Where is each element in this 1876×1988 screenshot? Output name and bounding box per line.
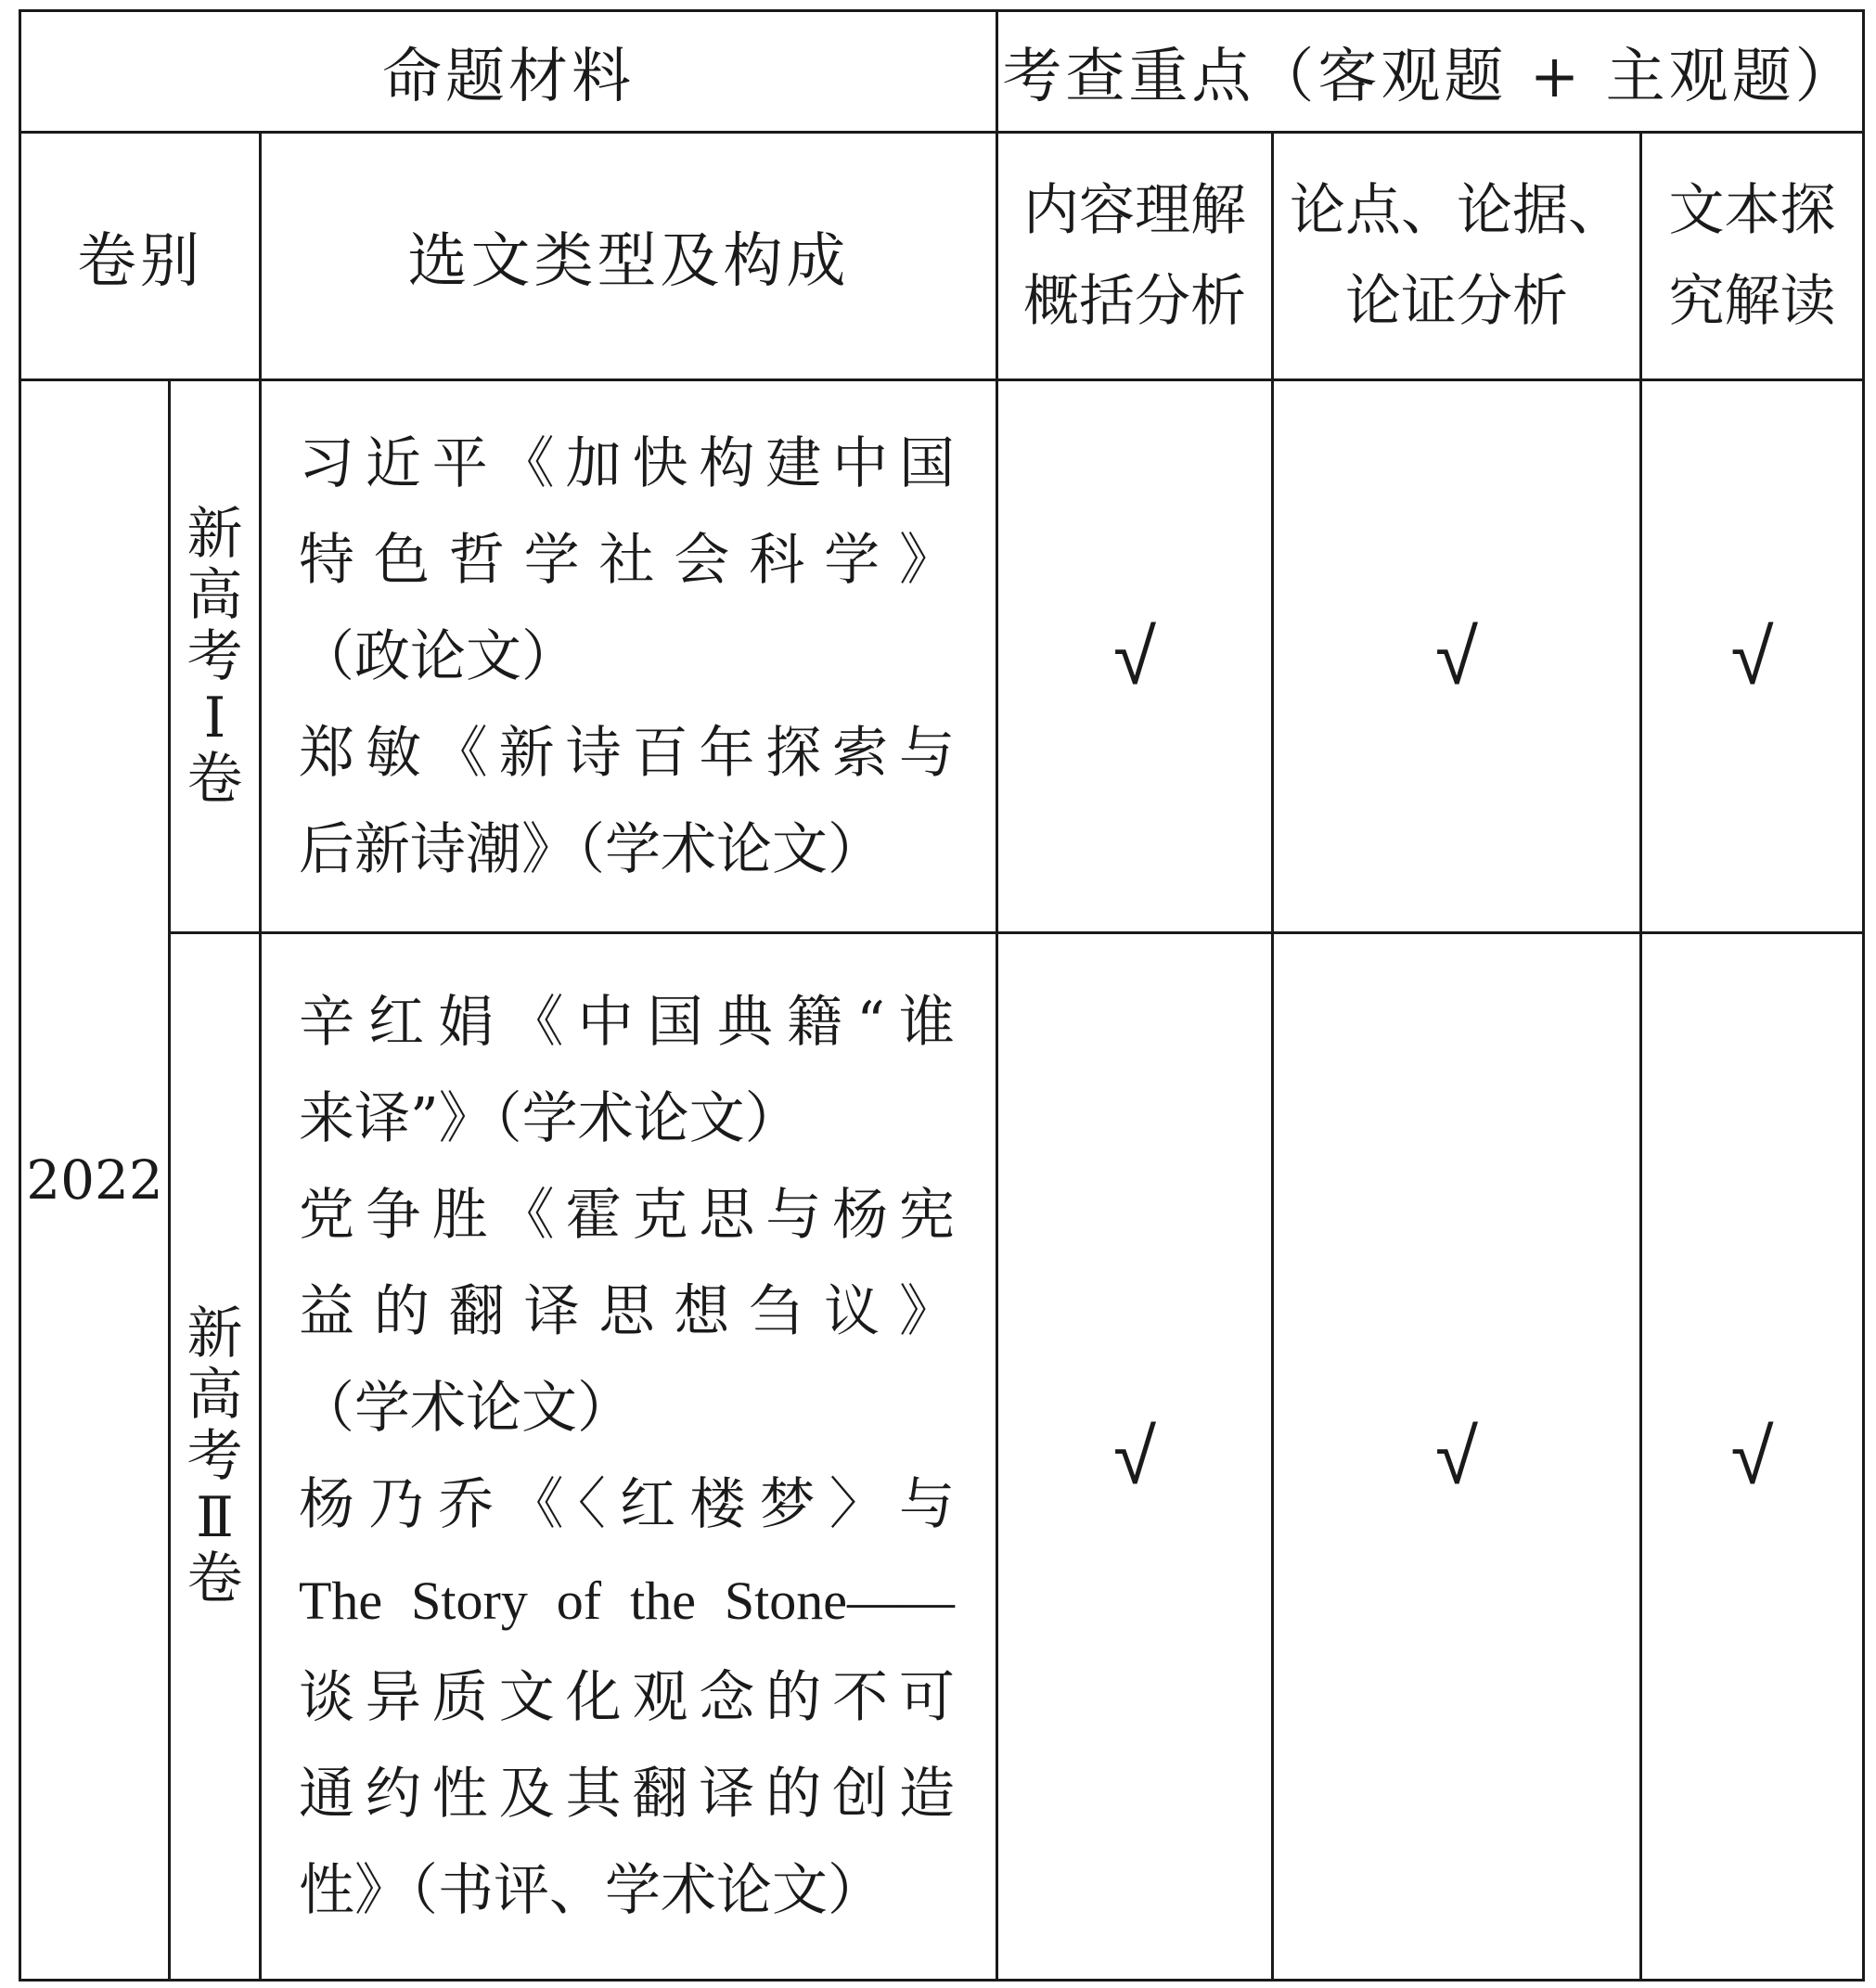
paper-name-1-char: 卷	[186, 746, 243, 812]
check-mark: √	[1641, 933, 1864, 1981]
material-line: 通约性及其翻译的创造	[299, 1762, 956, 1827]
material-line: 益的翻译思想刍议》	[299, 1279, 956, 1344]
material-line: 性》（书评、学术论文）	[299, 1858, 883, 1923]
check-mark: √	[1273, 380, 1641, 933]
material-line: 杨乃乔《〈红楼梦〉与	[299, 1472, 956, 1537]
paper-name-1-char: 高	[186, 562, 243, 628]
material-line: 后新诗潮》（学术论文）	[299, 816, 883, 882]
check-mark: √	[997, 933, 1273, 1981]
material-line: The Story of the Stone——	[299, 1571, 956, 1631]
header-col3-line1: 文本探	[1668, 178, 1836, 243]
paper-name-1-char: Ⅰ	[203, 685, 226, 750]
paper-name-2-char: 新	[186, 1302, 243, 1366]
material-line: 来译”》（学术论文）	[299, 1086, 801, 1151]
paper-name-2-char: 考	[186, 1424, 243, 1489]
header-col2-line2: 论证分析	[1345, 269, 1569, 334]
paper-name-1-char: 考	[186, 623, 243, 689]
paper-name-2-char: 卷	[186, 1546, 243, 1611]
material-line: （学术论文）	[299, 1376, 633, 1441]
header-col3-line2: 究解读	[1668, 269, 1836, 334]
header-col1-line1: 内容理解	[1023, 178, 1247, 243]
header-col2-line1: 论点、论据、	[1290, 178, 1625, 243]
check-mark: √	[997, 380, 1273, 933]
header-paper-type: 卷别	[20, 133, 261, 380]
year-cell: 2022	[20, 380, 170, 1981]
header-text-exploration	[1641, 133, 1864, 380]
header-focus: 考查重点（客观题 + 主观题）	[997, 11, 1864, 133]
header-row-2	[20, 133, 1864, 380]
exam-analysis-table	[19, 9, 1865, 1982]
material-line: 党争胜《霍克思与杨宪	[299, 1183, 956, 1248]
header-argument-analysis	[1273, 133, 1641, 380]
material-line: （政论文）	[299, 623, 577, 689]
material-line: 特色哲学社会科学》	[299, 527, 956, 593]
check-mark: √	[1273, 933, 1641, 1981]
header-material: 命题材料	[20, 11, 997, 133]
paper-name-2	[170, 933, 261, 1981]
material-line: 辛红娟《中国典籍“谁	[299, 990, 956, 1055]
paper-name-1	[170, 380, 261, 933]
header-text-type: 选文类型及构成	[261, 133, 997, 380]
paper-row-1	[20, 380, 1864, 933]
check-mark: √	[1641, 380, 1864, 933]
paper-name-2-char: 高	[186, 1363, 243, 1428]
paper-2-materials	[261, 933, 997, 1981]
material-line: 谈异质文化观念的不可	[299, 1665, 956, 1730]
header-content-understanding	[997, 133, 1273, 380]
paper-name-1-char: 新	[186, 501, 243, 567]
material-line: 郑敏《新诗百年探索与	[299, 720, 956, 786]
paper-name-2-char: Ⅱ	[196, 1485, 234, 1550]
material-line: 习近平《加快构建中国	[299, 430, 956, 496]
paper-1-materials	[261, 380, 997, 933]
paper-row-2	[20, 933, 1864, 1981]
header-row-1	[20, 11, 1864, 133]
header-col1-line2: 概括分析	[1023, 269, 1247, 334]
